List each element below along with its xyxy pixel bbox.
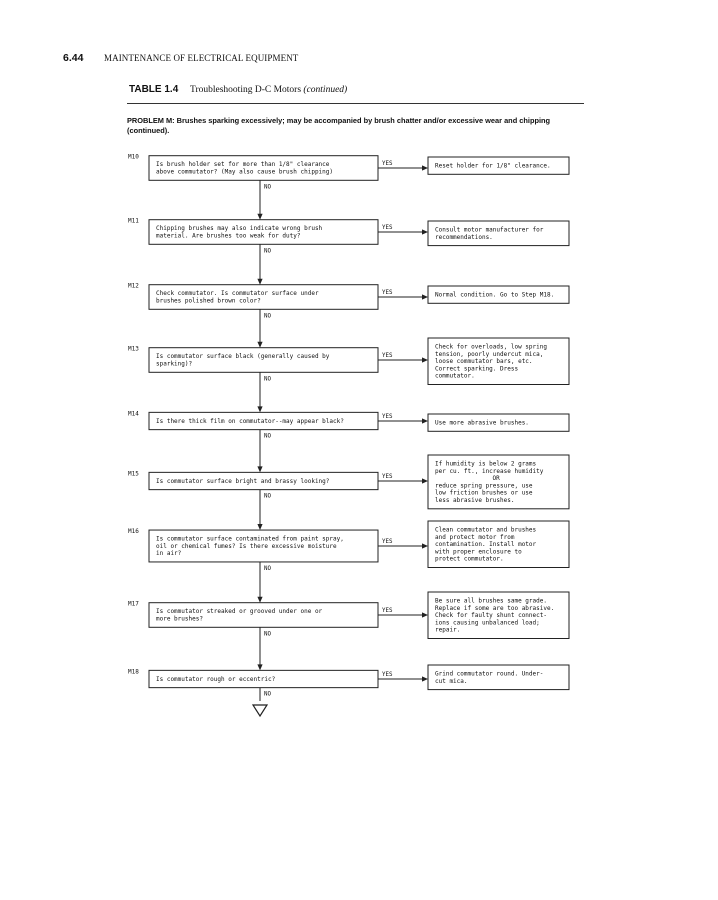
step-m15-no-arrowhead (257, 524, 262, 530)
step-m18-question-line: Is commutator rough or eccentric? (156, 675, 276, 683)
step-m18-no-label: NO (264, 691, 271, 698)
step-m16-question-line: in air? (156, 550, 182, 558)
step-m16-answer-line: contamination. Install motor (435, 541, 537, 549)
step-m14-no-arrowhead (257, 466, 262, 472)
step-m12-yes-arrowhead (422, 294, 428, 299)
step-m11-question-line: material. Are brushes too weak for duty? (156, 232, 301, 240)
step-m15-id: M15 (128, 470, 139, 478)
step-m13-answer-line: commutator. (435, 372, 475, 380)
step-m10-no-label: NO (264, 184, 271, 191)
step-m17-yes-arrowhead (422, 612, 428, 617)
step-m16-no-arrowhead (257, 597, 262, 603)
step-m13-no-arrowhead (257, 406, 262, 412)
step-m11-answer-line: Consult motor manufacturer for (435, 226, 544, 234)
step-m15-question-line: Is commutator surface bright and brassy looking? (156, 477, 330, 485)
step-m18-answer-line: Grind commutator round. Under- (435, 670, 544, 678)
step-m13-no-label: NO (264, 376, 271, 383)
step-m18-yes-label: YES (382, 672, 393, 678)
page-number: 6.44 (63, 52, 84, 64)
step-m16-question-line: oil or chemical fumes? Is there excessive moisture (156, 542, 337, 550)
step-m16-question-line: Is commutator surface contaminated from paint spray, (156, 535, 344, 543)
continuation-triangle-icon (253, 705, 267, 716)
step-m13-answer-line: Check for overloads, low spring (435, 343, 547, 351)
step-m17-no-label: NO (264, 631, 271, 638)
step-m15-no-label: NO (264, 493, 271, 500)
step-m11-yes-label: YES (382, 225, 393, 231)
step-m17-no-arrowhead (257, 664, 262, 670)
table-title-text: Troubleshooting D-C Motors (190, 85, 302, 95)
step-m11-id: M11 (128, 217, 139, 225)
step-m13-question-line: Is commutator surface black (generally caused by (156, 353, 330, 361)
step-m15-answer-line: If humidity is below 2 grams (435, 460, 537, 468)
step-m13-yes-arrowhead (422, 357, 428, 362)
step-m15-answer-line: OR (492, 475, 500, 483)
step-m10-id: M10 (128, 153, 139, 161)
step-m10-no-arrowhead (257, 214, 262, 220)
step-m15-answer-line: low friction brushes or use (435, 489, 533, 497)
step-m14-yes-arrowhead (422, 418, 428, 423)
step-m14-answer-line: Use more abrasive brushes. (435, 419, 529, 427)
step-m16-answer-line: and protect motor from (435, 533, 515, 541)
step-m17-question-line: Is commutator streaked or grooved under one or (156, 608, 323, 616)
step-m17-answer-line: repair. (435, 626, 461, 634)
step-m13-answer-line: tension, poorly undercut mica, (435, 350, 544, 358)
step-m17-answer-line: Be sure all brushes same grade. (435, 597, 547, 605)
step-m10-yes-arrowhead (422, 165, 428, 170)
step-m17-question-line: more brushes? (156, 615, 203, 623)
step-m17-answer-line: Check for faulty shunt connect- (435, 612, 547, 620)
running-title: MAINTENANCE OF ELECTRICAL EQUIPMENT (104, 53, 299, 63)
step-m13-answer-line: loose commutator bars, etc. (435, 358, 533, 366)
step-m13-yes-label: YES (382, 353, 393, 359)
step-m14-no-label: NO (264, 433, 271, 440)
step-m11-yes-arrowhead (422, 229, 428, 234)
step-m12-id: M12 (128, 282, 139, 290)
step-m16-no-label: NO (264, 565, 271, 572)
step-m18-yes-arrowhead (422, 676, 428, 681)
step-m11-no-arrowhead (257, 279, 262, 285)
step-m17-yes-label: YES (382, 608, 393, 614)
step-m12-no-label: NO (264, 313, 271, 320)
step-m13-id: M13 (128, 345, 139, 353)
step-m11-question-line: Chipping brushes may also indicate wrong brush (156, 225, 323, 233)
step-m10-question-line: Is brush holder set for more than 1/8" clearance (156, 161, 330, 169)
step-m18-answer-line: cut mica. (435, 677, 468, 685)
step-m16-yes-arrowhead (422, 543, 428, 548)
step-m15-answer-line: per cu. ft., increase humidity (435, 467, 544, 475)
step-m17-answer-line: ions causing unbalanced load; (435, 619, 540, 627)
step-m16-answer-line: protect commutator. (435, 555, 504, 563)
step-m13-answer-line: Correct sparking. Dress (435, 365, 519, 373)
step-m16-answer-line: with proper enclosure to (435, 548, 522, 556)
step-m10-yes-label: YES (382, 161, 393, 167)
step-m10-question-line: above commutator? (May also cause brush chipping) (156, 168, 334, 176)
step-m17-answer-line: Replace if some are too abrasive. (435, 604, 555, 612)
step-m13-question-line: sparking)? (156, 360, 193, 368)
step-m14-yes-label: YES (382, 414, 393, 420)
table-label: TABLE 1.4 (129, 84, 179, 95)
step-m15-answer-line: less abrasive brushes. (435, 497, 515, 504)
step-m17-id: M17 (128, 600, 139, 608)
step-m12-question-line: brushes polished brown color? (156, 297, 261, 305)
step-m12-answer-line: Normal condition. Go to Step M18. (435, 291, 555, 299)
step-m15-yes-label: YES (382, 474, 393, 480)
table-title-continued: (continued) (303, 85, 348, 95)
step-m16-answer-line: Clean commutator and brushes (435, 526, 537, 534)
step-m15-yes-arrowhead (422, 478, 428, 483)
step-m12-question-line: Check commutator. Is commutator surface under (156, 290, 319, 298)
step-m16-yes-label: YES (382, 539, 393, 545)
step-m14-id: M14 (128, 410, 139, 418)
problem-statement: PROBLEM M: Brushes sparking excessively; may be accompanied by brush chatter and/or excessive wear and chipping (continued). (127, 116, 551, 135)
step-m11-answer-line: recommendations. (435, 233, 493, 241)
step-m18-id: M18 (128, 668, 139, 676)
step-m14-question-line: Is there thick film on commutator--may appear black? (156, 417, 344, 425)
step-m16-id: M16 (128, 528, 139, 536)
step-m15-answer-line: reduce spring pressure, use (435, 482, 533, 490)
step-m12-yes-label: YES (382, 290, 393, 296)
step-m11-no-label: NO (264, 248, 271, 255)
step-m10-answer-line: Reset holder for 1/8" clearance. (435, 162, 551, 170)
step-m12-no-arrowhead (257, 342, 262, 348)
